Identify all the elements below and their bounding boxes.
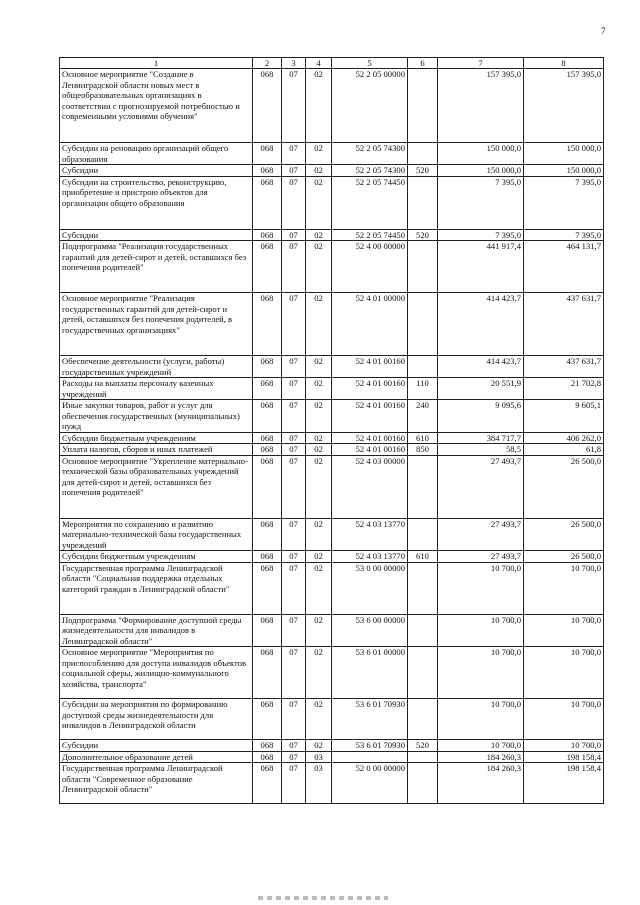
code-expense-type: 520 (408, 229, 438, 241)
code-subsection: 02 (306, 165, 332, 177)
table-row (60, 455, 604, 518)
code-target: 52 4 00 00000 (332, 241, 408, 293)
code-ministry: 068 (253, 751, 282, 763)
code-subsection: 02 (306, 699, 332, 740)
code-subsection: 02 (306, 176, 332, 229)
table-row (60, 229, 604, 241)
code-ministry: 068 (253, 614, 282, 647)
table-row (60, 740, 604, 752)
table-row (60, 165, 604, 177)
code-subsection: 02 (306, 241, 332, 293)
amount-year2: 464 131,7 (524, 241, 604, 293)
code-target: 52 4 03 13770 (332, 518, 408, 551)
amount-year1: 441 917,4 (438, 241, 524, 293)
amount-year1: 27 493,7 (438, 551, 524, 563)
table-row (60, 293, 604, 356)
code-expense-type (408, 614, 438, 647)
code-section: 07 (282, 518, 306, 551)
amount-year1: 150 000,0 (438, 165, 524, 177)
amount-year1: 384 717,7 (438, 432, 524, 444)
code-expense-type: 110 (408, 378, 438, 400)
row-name: Основное мероприятие "Мероприятия по приспособлению для доступа инвалидов объектов социальной сферы, жилищно-коммунального хозяйства, транспорта" (60, 647, 253, 699)
code-expense-type (408, 143, 438, 165)
table-row (60, 551, 604, 563)
amount-year2: 198 158,4 (524, 751, 604, 763)
table-header-row (60, 58, 604, 69)
amount-year2: 10 700,0 (524, 647, 604, 699)
row-name: Субсидии на реновацию организаций общего образования (60, 143, 253, 165)
code-target: 53 6 00 00000 (332, 614, 408, 647)
code-ministry: 068 (253, 551, 282, 563)
code-subsection: 02 (306, 740, 332, 752)
table-row (60, 69, 604, 143)
row-name: Субсидии на мероприятия по формированию доступной среды жизнедеятельности для инвалидов в Ленинградской области (60, 699, 253, 740)
amount-year2: 26 500,0 (524, 518, 604, 551)
table-row (60, 647, 604, 699)
code-subsection: 02 (306, 356, 332, 378)
code-expense-type (408, 455, 438, 518)
code-ministry: 068 (253, 69, 282, 143)
table-row (60, 176, 604, 229)
code-ministry: 068 (253, 647, 282, 699)
code-subsection: 02 (306, 432, 332, 444)
table-row (60, 614, 604, 647)
amount-year1: 7 395,0 (438, 229, 524, 241)
amount-year2: 9 605,1 (524, 400, 604, 433)
code-section: 07 (282, 614, 306, 647)
code-expense-type (408, 751, 438, 763)
scan-edge-marks (258, 896, 388, 900)
code-expense-type (408, 293, 438, 356)
row-name: Государственная программа Ленинградской области "Социальная поддержка отдельных категорий граждан в Ленинградской области" (60, 562, 253, 614)
code-target: 52 4 01 00160 (332, 356, 408, 378)
row-name: Расходы на выплаты персоналу казенных учреждений (60, 378, 253, 400)
code-target: 52 4 01 00160 (332, 444, 408, 456)
row-name: Иные закупки товаров, работ и услуг для обеспечения государственных (муниципальных) нужд (60, 400, 253, 433)
table-row (60, 763, 604, 804)
code-subsection: 02 (306, 444, 332, 456)
code-target: 52 4 03 00000 (332, 455, 408, 518)
amount-year1: 184 260,3 (438, 751, 524, 763)
row-name: Мероприятия по сохранению и развитию материально-технической базы государственных учреждений (60, 518, 253, 551)
amount-year2: 157 395,0 (524, 69, 604, 143)
code-section: 07 (282, 455, 306, 518)
code-subsection: 02 (306, 400, 332, 433)
amount-year2: 7 395,0 (524, 176, 604, 229)
code-expense-type (408, 176, 438, 229)
amount-year1: 58,5 (438, 444, 524, 456)
column-header: 2 (253, 58, 282, 69)
code-expense-type: 520 (408, 740, 438, 752)
code-ministry: 068 (253, 763, 282, 804)
code-section: 07 (282, 751, 306, 763)
table-row (60, 356, 604, 378)
code-ministry: 068 (253, 241, 282, 293)
amount-year1: 10 700,0 (438, 614, 524, 647)
amount-year1: 7 395,0 (438, 176, 524, 229)
code-section: 07 (282, 562, 306, 614)
row-name: Уплата налогов, сборов и иных платежей (60, 444, 253, 456)
code-target: 53 6 01 70930 (332, 699, 408, 740)
code-expense-type (408, 699, 438, 740)
code-target: 53 6 01 00000 (332, 647, 408, 699)
amount-year1: 184 260,3 (438, 763, 524, 804)
code-expense-type (408, 241, 438, 293)
amount-year2: 10 700,0 (524, 614, 604, 647)
column-header: 5 (332, 58, 408, 69)
code-subsection: 02 (306, 143, 332, 165)
code-target: 53 6 01 70930 (332, 740, 408, 752)
code-subsection: 02 (306, 518, 332, 551)
code-expense-type (408, 562, 438, 614)
amount-year1: 20 551,9 (438, 378, 524, 400)
code-expense-type: 520 (408, 165, 438, 177)
column-header: 4 (306, 58, 332, 69)
code-target: 52 2 05 00000 (332, 69, 408, 143)
code-subsection: 02 (306, 647, 332, 699)
amount-year2: 150 000,0 (524, 165, 604, 177)
amount-year2: 61,8 (524, 444, 604, 456)
code-target: 52 2 05 74300 (332, 165, 408, 177)
code-target: 52 2 05 74450 (332, 229, 408, 241)
code-target: 52 0 00 00000 (332, 763, 408, 804)
amount-year1: 414 423,7 (438, 293, 524, 356)
code-expense-type: 240 (408, 400, 438, 433)
amount-year2: 26 500,0 (524, 551, 604, 563)
code-expense-type (408, 647, 438, 699)
code-section: 07 (282, 444, 306, 456)
row-name: Государственная программа Ленинградской области "Современное образование Ленинградской области" (60, 763, 253, 804)
table-row (60, 241, 604, 293)
row-name: Подпрограмма "Реализация государственных гарантий для детей-сирот и детей, оставшихся без попечения родителей" (60, 241, 253, 293)
code-section: 07 (282, 378, 306, 400)
code-target (332, 751, 408, 763)
code-ministry: 068 (253, 455, 282, 518)
row-name: Субсидии бюджетным учреждениям (60, 551, 253, 563)
code-ministry: 068 (253, 143, 282, 165)
code-ministry: 068 (253, 518, 282, 551)
amount-year2: 10 700,0 (524, 562, 604, 614)
table-row (60, 444, 604, 456)
code-ministry: 068 (253, 229, 282, 241)
column-header: 8 (524, 58, 604, 69)
column-header: 6 (408, 58, 438, 69)
amount-year2: 198 158,4 (524, 763, 604, 804)
amount-year2: 10 700,0 (524, 740, 604, 752)
code-section: 07 (282, 740, 306, 752)
code-section: 07 (282, 699, 306, 740)
code-subsection: 02 (306, 551, 332, 563)
budget-table (59, 57, 604, 804)
amount-year1: 10 700,0 (438, 562, 524, 614)
code-expense-type (408, 763, 438, 804)
code-target: 52 4 01 00000 (332, 293, 408, 356)
amount-year2: 10 700,0 (524, 699, 604, 740)
row-name: Основное мероприятие "Укрепление материально-технической базы образовательных учреждений для детей-сирот и детей, оставшихся без попечения родителей" (60, 455, 253, 518)
code-section: 07 (282, 176, 306, 229)
code-ministry: 068 (253, 400, 282, 433)
code-subsection: 03 (306, 751, 332, 763)
code-subsection: 03 (306, 763, 332, 804)
column-header: 1 (60, 58, 253, 69)
code-section: 07 (282, 229, 306, 241)
code-subsection: 02 (306, 562, 332, 614)
page-number: 7 (601, 26, 606, 36)
row-name: Основное мероприятие "Реализация государственных гарантий для детей-сирот и детей, оставшихся без попечения родителей, в государственных организациях" (60, 293, 253, 356)
code-target: 52 4 01 00160 (332, 378, 408, 400)
code-expense-type (408, 356, 438, 378)
code-ministry: 068 (253, 176, 282, 229)
amount-year1: 150 000,0 (438, 143, 524, 165)
code-expense-type: 610 (408, 551, 438, 563)
amount-year1: 10 700,0 (438, 647, 524, 699)
code-expense-type (408, 69, 438, 143)
table-row (60, 378, 604, 400)
amount-year2: 406 262,0 (524, 432, 604, 444)
code-ministry: 068 (253, 378, 282, 400)
code-section: 07 (282, 241, 306, 293)
code-ministry: 068 (253, 165, 282, 177)
column-header: 7 (438, 58, 524, 69)
code-section: 07 (282, 165, 306, 177)
code-target: 52 2 05 74450 (332, 176, 408, 229)
amount-year2: 437 631,7 (524, 356, 604, 378)
row-name: Основное мероприятие "Создание в Ленинградской области новых мест в общеобразовательных организациях в соответствии с прогнозируемой потребностью и современными условиями обучения" (60, 69, 253, 143)
code-target: 53 0 00 00000 (332, 562, 408, 614)
code-section: 07 (282, 293, 306, 356)
amount-year2: 150 000,0 (524, 143, 604, 165)
code-section: 07 (282, 69, 306, 143)
code-section: 07 (282, 647, 306, 699)
code-expense-type: 850 (408, 444, 438, 456)
amount-year1: 10 700,0 (438, 699, 524, 740)
amount-year1: 27 493,7 (438, 455, 524, 518)
code-subsection: 02 (306, 614, 332, 647)
row-name: Субсидии (60, 165, 253, 177)
amount-year2: 21 702,8 (524, 378, 604, 400)
code-subsection: 02 (306, 69, 332, 143)
table-row (60, 699, 604, 740)
row-name: Подпрограмма "Формирование доступной среды жизнедеятельности для инвалидов в Ленинградской области" (60, 614, 253, 647)
table-row (60, 518, 604, 551)
table-row (60, 432, 604, 444)
code-ministry: 068 (253, 740, 282, 752)
column-header: 3 (282, 58, 306, 69)
code-target: 52 2 05 74300 (332, 143, 408, 165)
code-ministry: 068 (253, 699, 282, 740)
code-target: 52 4 03 13770 (332, 551, 408, 563)
code-ministry: 068 (253, 293, 282, 356)
code-section: 07 (282, 356, 306, 378)
code-expense-type: 610 (408, 432, 438, 444)
code-target: 52 4 01 00160 (332, 400, 408, 433)
code-section: 07 (282, 143, 306, 165)
row-name: Обеспечение деятельности (услуги, работы) государственных учреждений (60, 356, 253, 378)
code-section: 07 (282, 551, 306, 563)
code-subsection: 02 (306, 293, 332, 356)
code-ministry: 068 (253, 444, 282, 456)
code-subsection: 02 (306, 455, 332, 518)
amount-year1: 414 423,7 (438, 356, 524, 378)
amount-year2: 7 395,0 (524, 229, 604, 241)
amount-year1: 27 493,7 (438, 518, 524, 551)
table-row (60, 562, 604, 614)
row-name: Субсидии (60, 229, 253, 241)
row-name: Субсидии бюджетным учреждениям (60, 432, 253, 444)
code-subsection: 02 (306, 229, 332, 241)
code-ministry: 068 (253, 432, 282, 444)
amount-year2: 26 500,0 (524, 455, 604, 518)
row-name: Субсидии на строительство, реконструкцию, приобретение и пристрою объектов для организации общего образования (60, 176, 253, 229)
table-row (60, 143, 604, 165)
amount-year1: 157 395,0 (438, 69, 524, 143)
row-name: Дополнительное образование детей (60, 751, 253, 763)
code-subsection: 02 (306, 378, 332, 400)
code-ministry: 068 (253, 562, 282, 614)
row-name: Субсидии (60, 740, 253, 752)
code-target: 52 4 01 00160 (332, 432, 408, 444)
amount-year1: 10 700,0 (438, 740, 524, 752)
table-row (60, 751, 604, 763)
code-section: 07 (282, 763, 306, 804)
table-row (60, 400, 604, 433)
code-section: 07 (282, 400, 306, 433)
code-expense-type (408, 518, 438, 551)
code-section: 07 (282, 432, 306, 444)
amount-year1: 9 095,6 (438, 400, 524, 433)
code-ministry: 068 (253, 356, 282, 378)
amount-year2: 437 631,7 (524, 293, 604, 356)
